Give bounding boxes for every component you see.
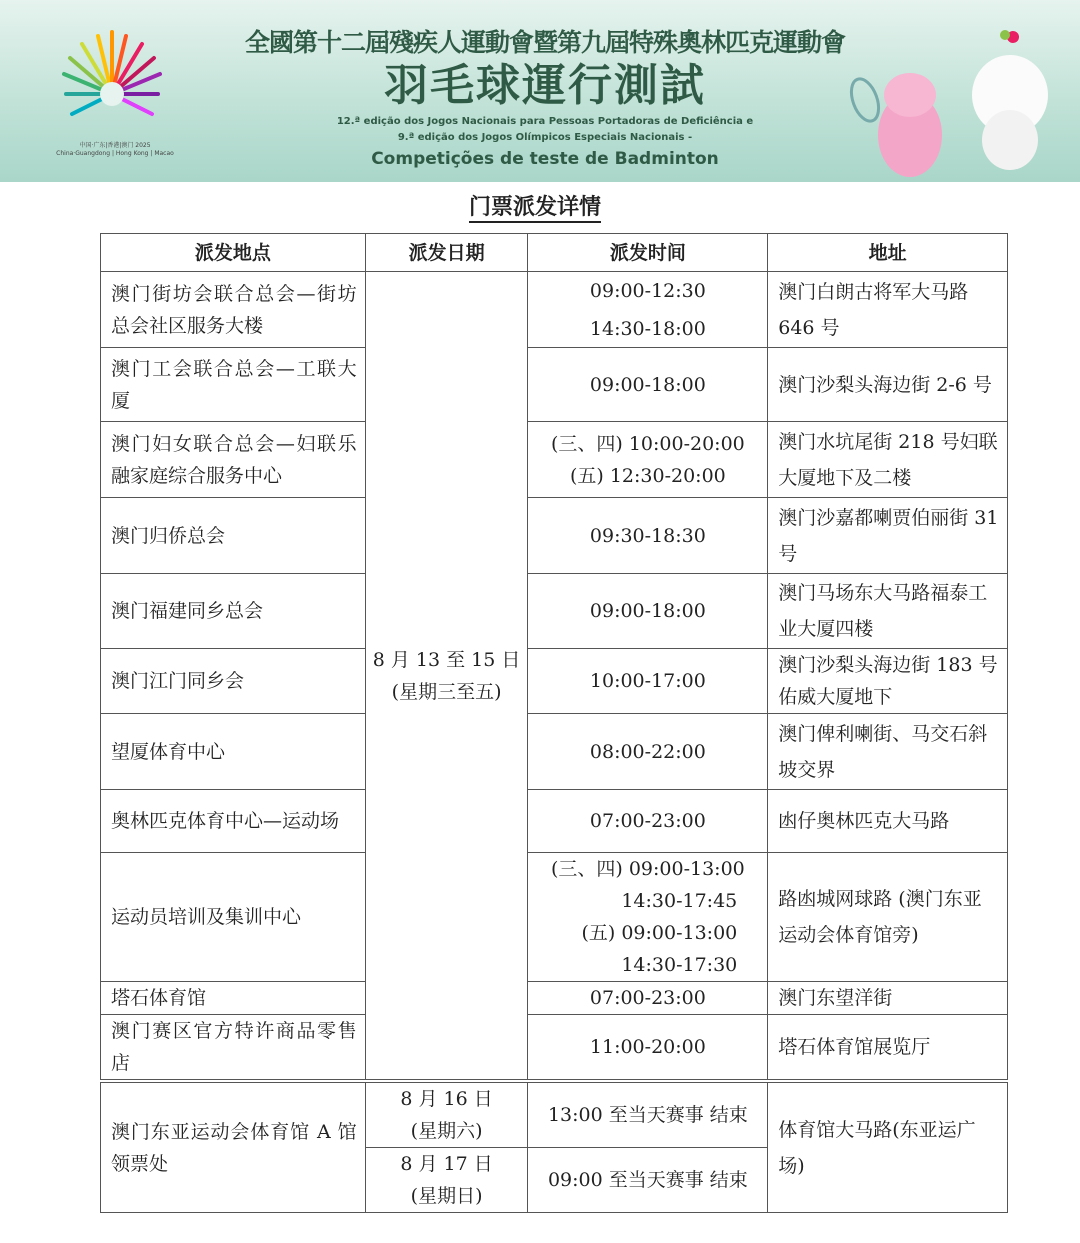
event-title: 全國第十二屆殘疾人運動會暨第九屆特殊奧林匹克運動會	[244, 28, 845, 57]
location-cell: 运动员培训及集训中心	[101, 853, 366, 982]
address-cell: 澳门东望洋街	[768, 982, 1008, 1015]
table-row	[101, 982, 1008, 1015]
table-row	[101, 1015, 1008, 1082]
table-row	[101, 649, 1008, 714]
location-cell: 澳门街坊会联合总会—街坊总会社区服务大楼	[101, 272, 366, 348]
location-cell: 澳门江门同乡会	[101, 649, 366, 714]
time-cell: 13:00 至当天赛事 结束	[528, 1081, 768, 1148]
mascots-illustration	[845, 25, 1075, 180]
table-row	[101, 853, 1008, 982]
address-cell: 澳门白朗古将军大马路 646 号	[768, 272, 1008, 348]
address-cell: 澳门俾利喇街、马交石斜坡交界	[768, 714, 1008, 790]
table-row	[101, 574, 1008, 649]
time-cell: 07:00-23:00	[528, 982, 768, 1015]
header-location: 派发地点	[101, 234, 366, 272]
portuguese-line-1: 12.ª edição dos Jogos Nacionais para Pessoas Portadoras de Deficiência e	[336, 116, 754, 127]
date-cell: 8 月 17 日 (星期日)	[365, 1148, 528, 1213]
location-cell: 奥林匹克体育中心—运动场	[101, 790, 366, 853]
address-cell: 凼仔奥林匹克大马路	[768, 790, 1008, 853]
address-cell: 塔石体育馆展览厅	[768, 1015, 1008, 1082]
table-row	[101, 272, 1008, 348]
date-cell: 8 月 16 日 (星期六)	[365, 1081, 528, 1148]
time-cell: 07:00-23:00	[528, 790, 768, 853]
table-row	[101, 790, 1008, 853]
event-banner	[0, 0, 1080, 182]
table-row	[101, 422, 1008, 498]
address-cell: 体育馆大马路(东亚运广场)	[768, 1081, 1008, 1213]
address-cell: 澳门水坑尾街 218 号妇联大厦地下及二楼	[768, 422, 1008, 498]
page-title: 门票派发详情	[0, 193, 1070, 223]
location-cell: 望厦体育中心	[101, 714, 366, 790]
address-cell: 路凼城网球路 (澳门东亚运动会体育馆旁)	[768, 853, 1008, 982]
event-subtitle: 羽毛球運行測試	[384, 60, 706, 111]
location-cell: 澳门东亚运动会体育馆 A 馆领票处	[101, 1081, 366, 1213]
location-cell: 澳门工会联合总会—工联大厦	[101, 348, 366, 422]
ticket-distribution-table	[100, 233, 1008, 1213]
table-row	[101, 714, 1008, 790]
logo-caption: 中国·广东|香港|澳门 2025 China·Guangdong | Hong Kong | Macao	[56, 142, 174, 157]
time-cell: 08:00-22:00	[528, 714, 768, 790]
header-address: 地址	[768, 234, 1008, 272]
table-row	[101, 1081, 1008, 1148]
location-cell: 塔石体育馆	[101, 982, 366, 1015]
header-date: 派发日期	[365, 234, 528, 272]
location-cell: 澳门福建同乡总会	[101, 574, 366, 649]
time-cell: 09:30-18:30	[528, 498, 768, 574]
portuguese-subtitle: Competições de teste de Badminton	[371, 149, 719, 169]
time-cell: 11:00-20:00	[528, 1015, 768, 1082]
time-cell: (三、四) 10:00-20:00 (五) 12:30-20:00	[528, 422, 768, 498]
table-row	[101, 498, 1008, 574]
location-cell: 澳门归侨总会	[101, 498, 366, 574]
address-cell: 澳门沙梨头海边街 2-6 号	[768, 348, 1008, 422]
date-cell: 8 月 13 至 15 日 (星期三至五)	[365, 272, 528, 1082]
address-cell: 澳门沙嘉都喇贾伯丽街 31 号	[768, 498, 1008, 574]
time-cell: 09:00-18:00	[528, 574, 768, 649]
time-cell: 10:00-17:00	[528, 649, 768, 714]
location-cell: 澳门妇女联合总会—妇联乐融家庭综合服务中心	[101, 422, 366, 498]
table-header	[101, 234, 1008, 272]
time-cell: 09:00 至当天赛事 结束	[528, 1148, 768, 1213]
table-row	[101, 348, 1008, 422]
header-time: 派发时间	[528, 234, 768, 272]
portuguese-line-2: 9.ª edição dos Jogos Olímpicos Especiais Nacionais -	[397, 132, 693, 143]
time-cell: 09:00-18:00	[528, 348, 768, 422]
time-cell: 09:00-12:30 14:30-18:00	[528, 272, 768, 348]
address-cell: 澳门马场东大马路福泰工业大厦四楼	[768, 574, 1008, 649]
location-cell: 澳门赛区官方特许商品零售店	[101, 1015, 366, 1082]
time-cell: (三、四) 09:00-13:00 14:30-17:45 (五) 09:00-13:00 14:30-17:30	[528, 853, 768, 982]
address-cell: 澳门沙梨头海边街 183 号佑威大厦地下	[768, 649, 1008, 714]
